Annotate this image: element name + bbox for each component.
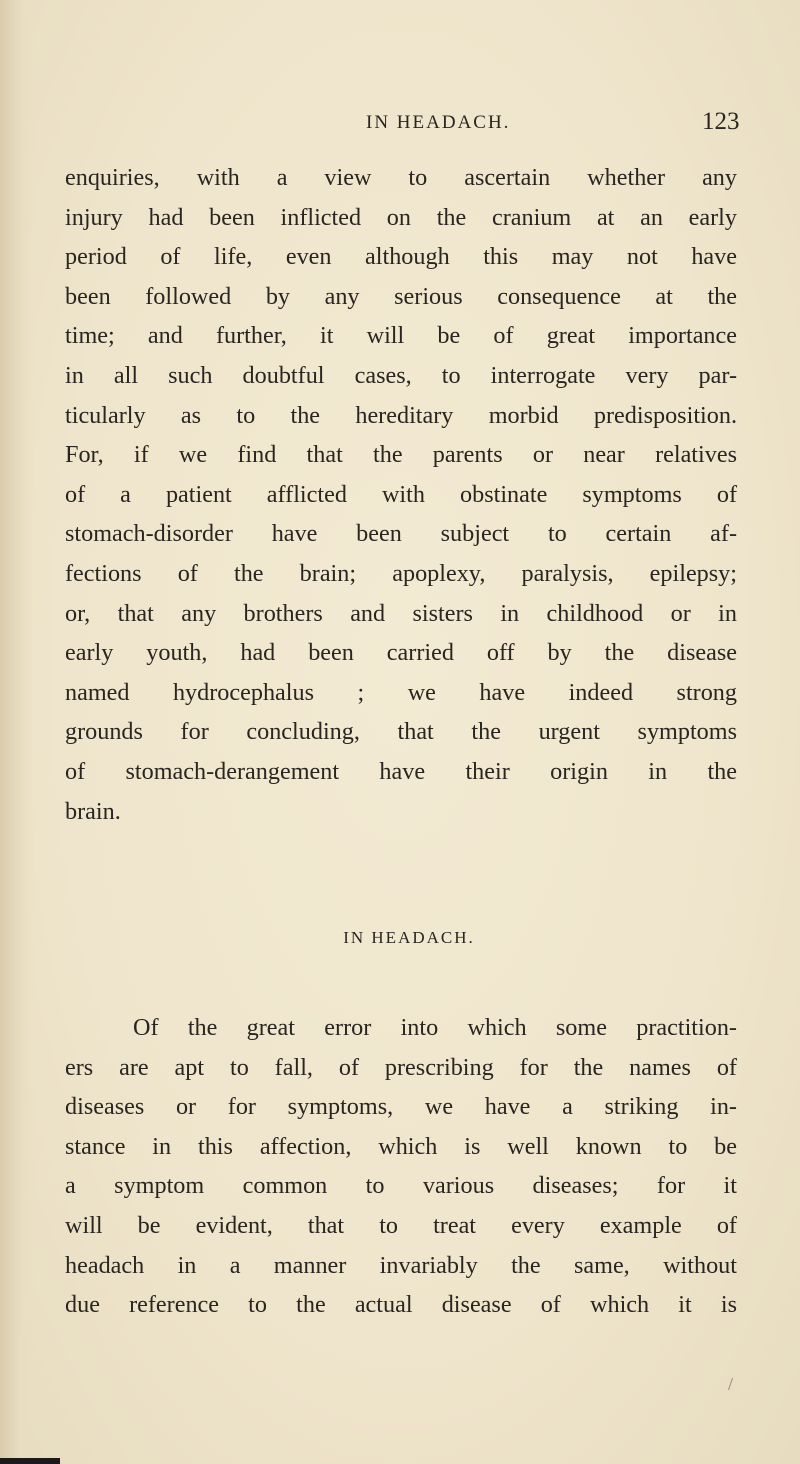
paragraph-1 — [65, 158, 737, 831]
text-line: in all such doubtful cases, to interrogate very par- — [65, 361, 737, 389]
text-line: ers are apt to fall, of prescribing for the names of — [65, 1053, 737, 1081]
text-line: will be evident, that to treat every example of — [65, 1211, 737, 1239]
text-line: ticularly as to the hereditary morbid predisposition. — [65, 401, 737, 429]
text-line: diseases or for symptoms, we have a striking in- — [65, 1093, 737, 1121]
text-line: grounds for concluding, that the urgent symptoms — [65, 718, 737, 746]
text-line: stance in this affection, which is well known to be — [65, 1132, 737, 1160]
text-line: fections of the brain; apoplexy, paralysis, epilepsy; — [65, 559, 737, 587]
paper-speck: / — [728, 1374, 734, 1394]
text-line: Of the great error into which some practition- — [133, 1014, 737, 1041]
text-line: brain. — [65, 797, 121, 825]
text-line: early youth, had been carried off by the disease — [65, 639, 737, 667]
running-title: IN HEADACH. — [366, 112, 511, 133]
running-head — [0, 108, 800, 142]
text-line: injury had been inflicted on the cranium at an early — [65, 203, 737, 231]
bottom-edge-mark — [0, 1458, 60, 1464]
text-line: stomach-disorder have been subject to certain af- — [65, 520, 737, 548]
text-line: period of life, even although this may not have — [65, 243, 737, 271]
text-line: or, that any brothers and sisters in childhood or in — [65, 599, 737, 627]
text-line: of stomach-derangement have their origin in the — [65, 757, 737, 785]
text-line: of a patient afflicted with obstinate symptoms of — [65, 480, 737, 508]
text-line: headach in a manner invariably the same, without — [65, 1251, 737, 1279]
page-gutter-shadow — [0, 0, 34, 1464]
page-number: 123 — [702, 108, 740, 135]
text-line: enquiries, with a view to ascertain whether any — [65, 164, 737, 191]
text-line: For, if we find that the parents or near relatives — [65, 441, 737, 469]
text-line: been followed by any serious consequence at the — [65, 282, 737, 310]
text-line: due reference to the actual disease of which it is — [65, 1291, 737, 1319]
section-heading: IN HEADACH. — [343, 928, 475, 947]
paragraph-2 — [65, 1008, 737, 1325]
text-line: time; and further, it will be of great importance — [65, 322, 737, 350]
text-line: a symptom common to various diseases; for it — [65, 1172, 737, 1200]
text-line: named hydrocephalus ; we have indeed strong — [65, 678, 737, 706]
